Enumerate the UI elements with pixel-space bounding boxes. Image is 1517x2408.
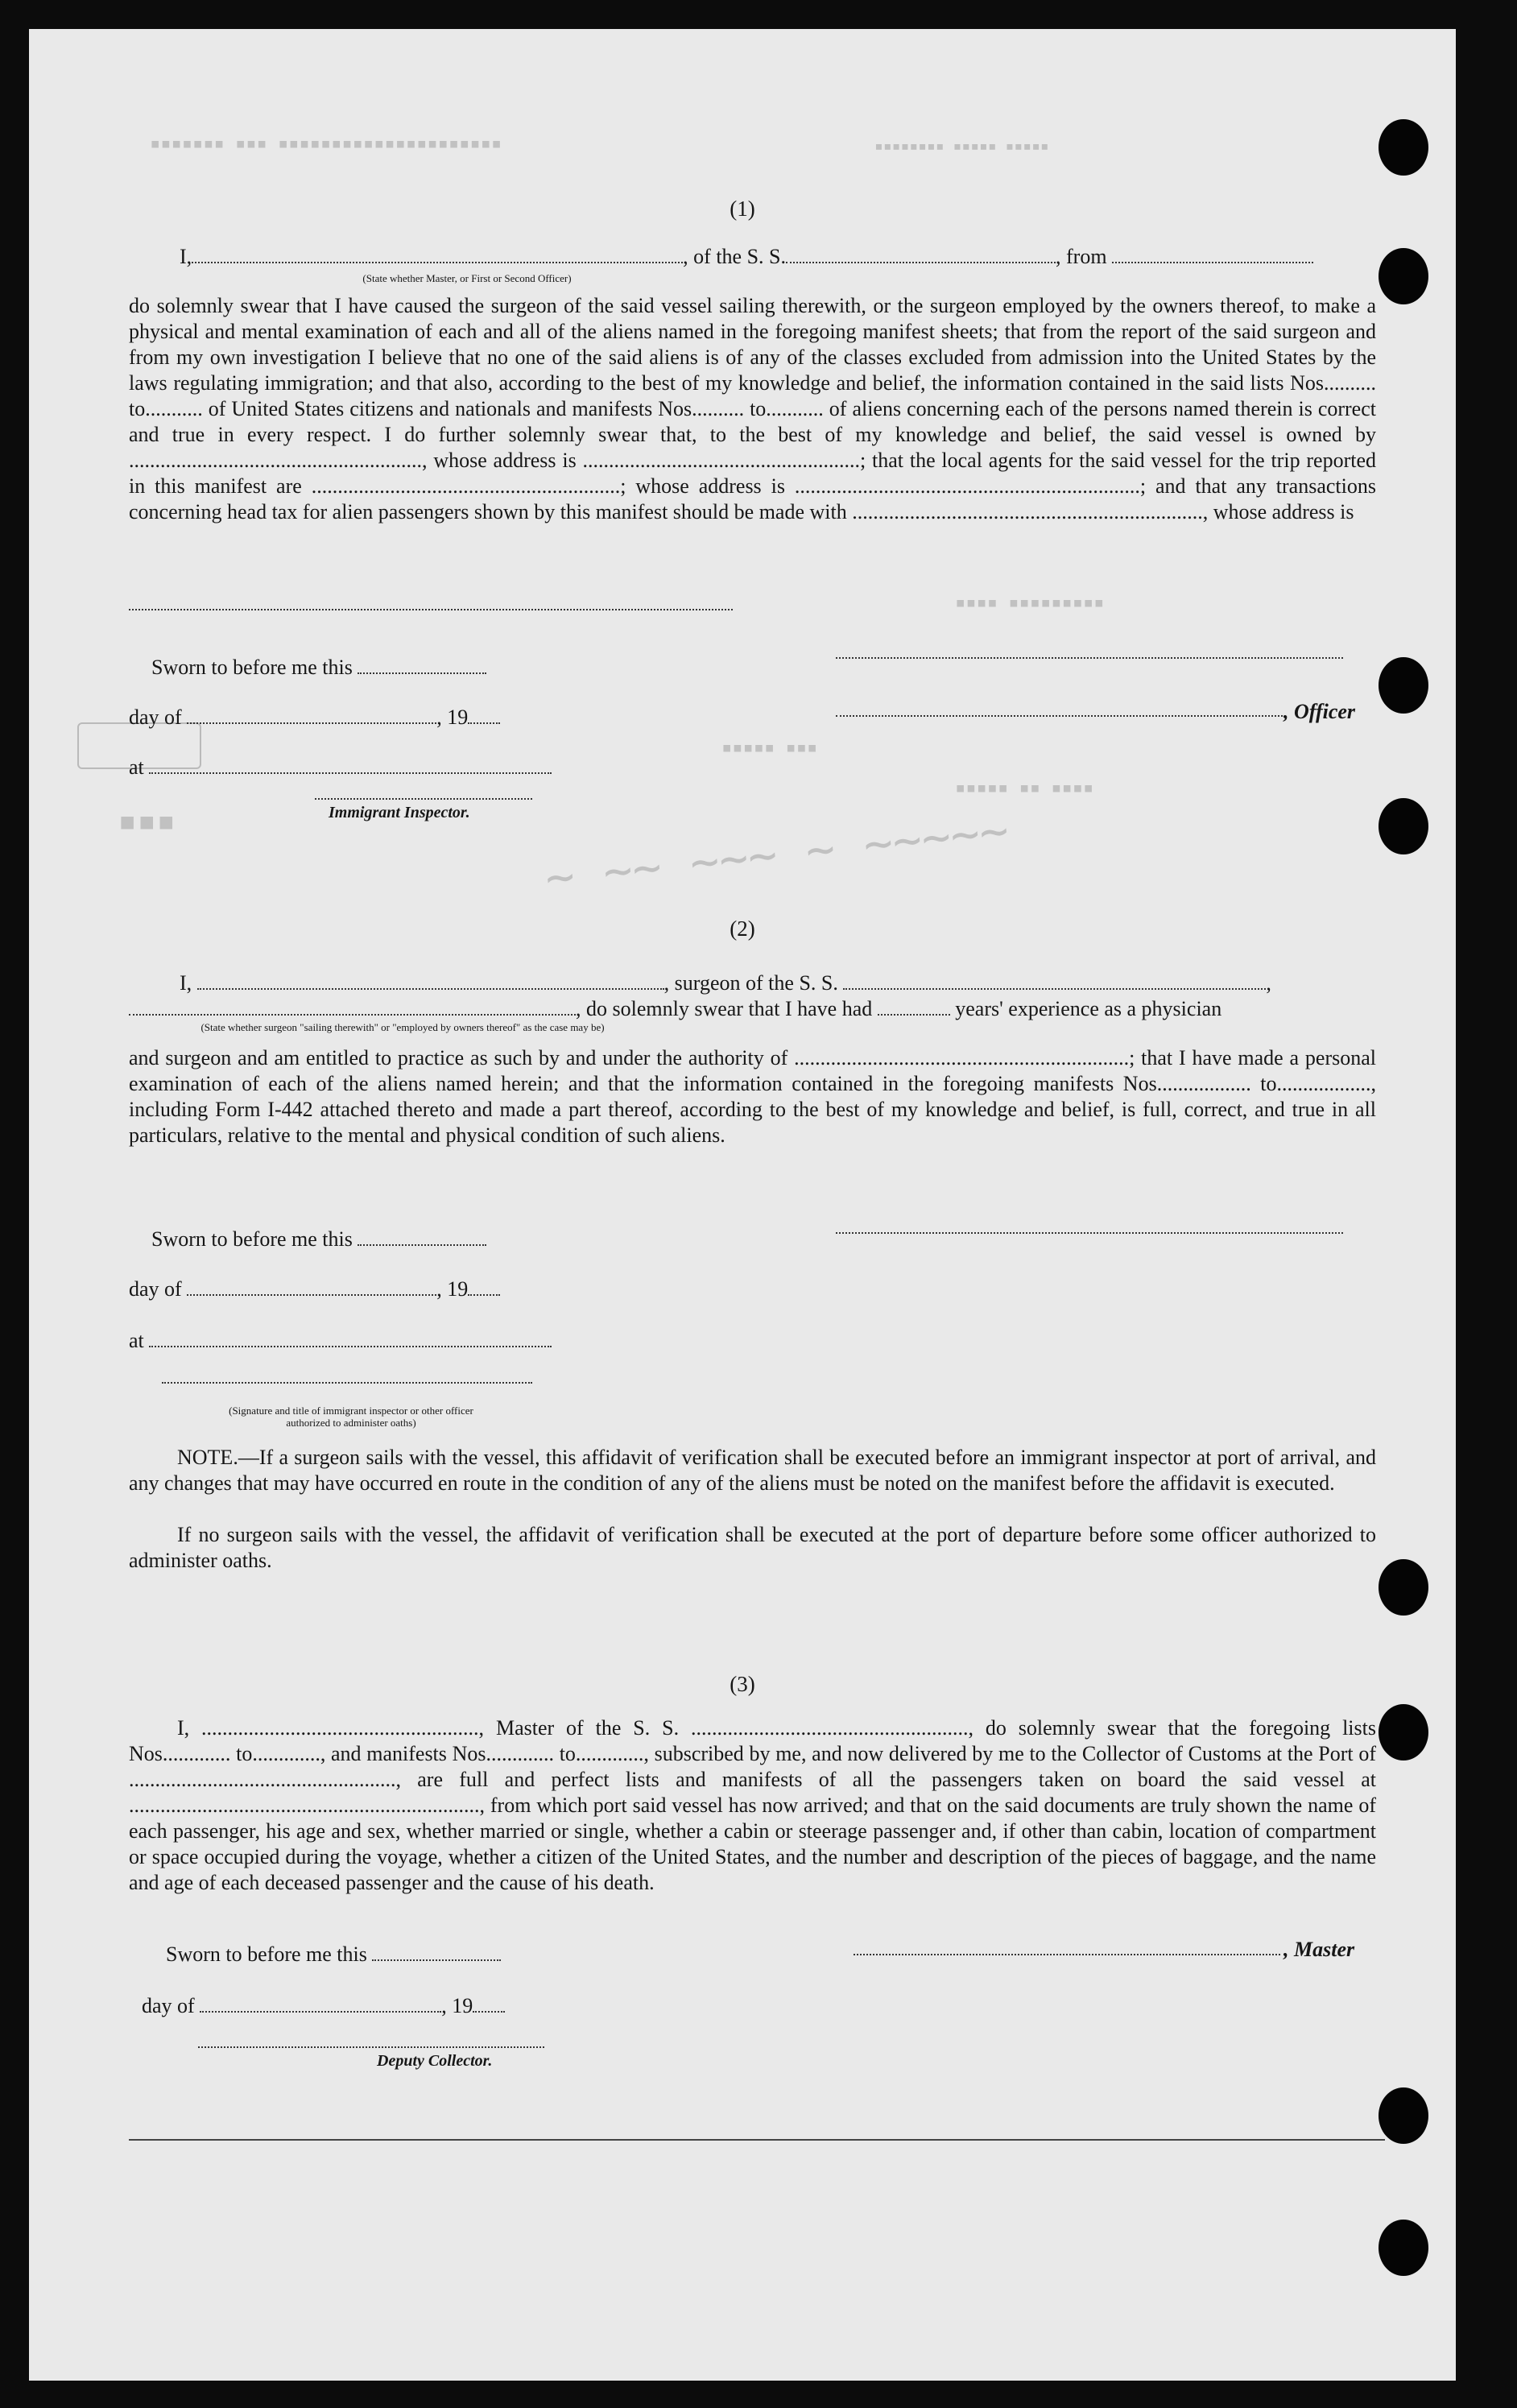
officer-signature-line [836,715,1283,717]
section-2-line-1: I, , surgeon of the S. S. , [180,971,1271,995]
master-signature-line [854,1954,1280,1955]
section-1-day-of: day of , 19 [129,705,500,730]
immigrant-inspector-label: Immigrant Inspector. [329,804,470,821]
officer-rank-note: (State whether Master, or First or Second Officer) [362,272,572,284]
section-1-line-1: I, , of the S. S. , from [180,245,1313,269]
bottom-rule [129,2139,1385,2141]
section-3-oath-paragraph: I, ....................................................., Master of the S. S. ....................................................., do solemnly swear that the foregoing lists Nos............. to............., and manifests Nos............. to............., subscribed by me, and now delivered by me to the Collector of Customs at the Port of ..................................................., are full and perfect lists and manifests of all the passengers taken on board the said vessel at ..................................................................., from which port said vessel has now arrived; and that on the said documents are truly shown the name of each passenger, his age and sex, whether married or single, whether a cabin or steerage passenger and, if other than cabin, location of compartment or space occupied during the voyage, whether a citizen of the United States, and the number and description of the pieces of baggage, and the name and age of each deceased passenger and the cause of his death. [129,1716,1376,1894]
section-3-day-of: day of , 19 [142,1994,505,2018]
signature-title-note: (Signature and title of immigrant inspector or other officer authorized to administer oaths) [229,1405,473,1429]
punch-hole [1379,798,1428,854]
section-1-number: (1) [730,197,755,221]
punch-hole [1379,1704,1428,1760]
form-page: ▪▪▪▪▪▪▪ ▪▪▪ ▪▪▪▪▪▪▪▪▪▪▪▪▪▪▪▪▪▪▪▪▪ ▪▪▪▪▪▪▪▪ ▪▪▪▪▪ ▪▪▪▪▪ ~ ~~ ~~~ ~ ~~~~~ ▪▪▪▪ ▪▪▪▪▪▪▪▪▪ ▪▪▪▪▪ ▪▪ ▪▪▪▪ ▪▪▪▪▪ ▪▪▪ ▪▪▪ (1) I, , of the S. S. , from (State whether Master, or First or Second Officer) do solemnly swear that I have caused the surgeon of the said vessel sailing therewith, or the surgeon employed by the owners thereof, to make a physical and mental examination of each and all of the aliens named in the foregoing manifest sheets; that from the report of the said surgeon and from my own investigation I believe that no one of the said aliens is of any of the classes excluded from admission into the United States by the laws regulating immigration; and that also, according to the best of my knowledge and belief, the information contained in the said lists Nos.......... to........... of United States citizens and nationals and manifests Nos.......... to........... of aliens concerning each of the persons named therein is correct and true in every respect. I do further solemnly swear that, to the best of my knowledge and belief, the said vessel is owned by ........................................................, whose address is .....................................................; that the local agents for the said vessel for the trip reported in this manifest are ...........................................................; whose address is ..................................................................; and that any transactions concerning head tax for alien passengers shown by this manifest should be made with ..................................................................., whose address is Sworn to before me this day of , 19 , Officer at Immigrant Inspector. (2) I, , surgeon of the S. S. , , do solemnly swear that I have had years' experience as a physician (State whether surgeon "sailing therewith" or "employed by owners thereof" as the case may be) and surgeon and am entitled to practice as such by and under the authority of ................................................................; that I have made a personal examination of each of the aliens named herein; and that the information contained in the foregoing manifests Nos.................. to.................., including Form I-442 attached thereto and made a part thereof, according to the best of my knowledge and belief, is full, correct, and true in all particulars, relative to the mental and physical condition of such aliens. Sworn to before me this day of , 19 at (Signature and title of immigrant inspector or other officer authorized to administer oaths) NOTE.—If a surgeon sails with the vessel, this affidavit of verification shall be executed before an immigrant inspector at port of arrival, and any changes that may have occurred en route in the condition of any of the aliens must be noted on the manifest before the affidavit is executed. If no surgeon sails with the vessel, the affidavit of verification shall be executed at the port of departure before some officer authorized to administer oaths. (3) I, ....................................................., Master of the S. S. ....................................................., do solemnly swear that the foregoing lists Nos............. to............., and manifests Nos............. to............., subscribed by me, and now delivered by me to the Collector of Customs at the Port of ..................................................., are full and perfect lists and manifests of all the passengers taken on board the said vessel at ..................................................................., from which port said vessel has now arrived; and that on the said documents are truly shown the name of each passenger, his age and sex, whether married or single, whether a cabin or steerage passenger and, if other than cabin, location of compartment or space occupied during the voyage, whether a citizen of the United States, and the number and description of the pieces of baggage, and the name and age of each deceased passenger and the cause of his death. Sworn to before me this , Master day of , 19 Deputy Collector. [29,29,1456,2381]
no-surgeon-note-paragraph: If no surgeon sails with the vessel, the affidavit of verification shall be executed at the port of departure before some officer authorized to administer oaths. [129,1523,1376,1572]
inspector-signature-line-2 [162,1382,532,1384]
section-2-number: (2) [730,916,755,941]
signature-line [836,657,1343,659]
surgeon-signature-line [836,1232,1343,1234]
paragraph-end-line [129,609,733,610]
section-2-line-2: , do solemnly swear that I have had years' experience as a physician [129,997,1221,1021]
section-2-oath-paragraph: and surgeon and am entitled to practice as such by and under the authority of ................................................................; that I have made a personal examination of each of the aliens named herein; and that the information contained in the foregoing manifests Nos.................. to.................., including Form I-442 attached thereto and made a part thereof, according to the best of my knowledge and belief, is full, correct, and true in all particulars, relative to the mental and physical condition of such aliens. [129,1046,1376,1147]
punch-hole [1379,248,1428,304]
section-1-oath-paragraph: do solemnly swear that I have caused the surgeon of the said vessel sailing therewith, or the surgeon employed by the owners thereof, to make a physical and mental examination of each and all of the aliens named in the foregoing manifest sheets; that from the report of the said surgeon and from my own investigation I believe that no one of the said aliens is of any of the classes excluded from admission into the United States by the laws regulating immigration; and that also, according to the best of my knowledge and belief, the information contained in the said lists Nos.......... to........... of United States citizens and nationals and manifests Nos.......... to........... of aliens concerning each of the persons named therein is correct and true in every respect. I do further solemnly swear that, to the best of my knowledge and belief, the said vessel is owned by ........................................................, whose address is .....................................................; that the local agents for the said vessel for the trip reported in this manifest are ...........................................................; whose address is ..................................................................; and that any transactions concerning head tax for alien passengers shown by this manifest should be made with ..................................................................., whose address is [129,294,1376,523]
section-2-day-of: day of , 19 [129,1277,500,1301]
section-1-sworn: Sworn to before me this [151,656,486,680]
section-1-at: at [129,755,552,780]
master-label: , Master [1283,1938,1355,1961]
punch-hole [1379,2087,1428,2144]
deputy-collector-label: Deputy Collector. [377,2052,493,2070]
section-2-at: at [129,1329,552,1353]
officer-label: , Officer [1283,700,1356,723]
punch-hole [1379,119,1428,176]
surgeon-note-paragraph: NOTE.—If a surgeon sails with the vessel, this affidavit of verification shall be executed before an immigrant inspector at port of arrival, and any changes that may have occurred en route in the condition of any of the aliens must be noted on the manifest before the affidavit is executed. [129,1446,1376,1495]
section-2-sworn: Sworn to before me this [151,1227,486,1252]
bleed-through-text: ▪▪▪▪▪▪▪ ▪▪▪ ▪▪▪▪▪▪▪▪▪▪▪▪▪▪▪▪▪▪▪▪▪ [150,134,502,154]
punch-hole [1379,1559,1428,1616]
section-3-number: (3) [730,1672,755,1696]
punch-hole [1379,657,1428,714]
section-3-sworn: Sworn to before me this [166,1943,501,1967]
surgeon-type-note: (State whether surgeon "sailing therewith" or "employed by owners thereof" as the case may be) [200,1021,605,1033]
inspector-signature-line [315,798,532,800]
punch-hole [1379,2220,1428,2276]
collector-signature-line [198,2046,544,2048]
